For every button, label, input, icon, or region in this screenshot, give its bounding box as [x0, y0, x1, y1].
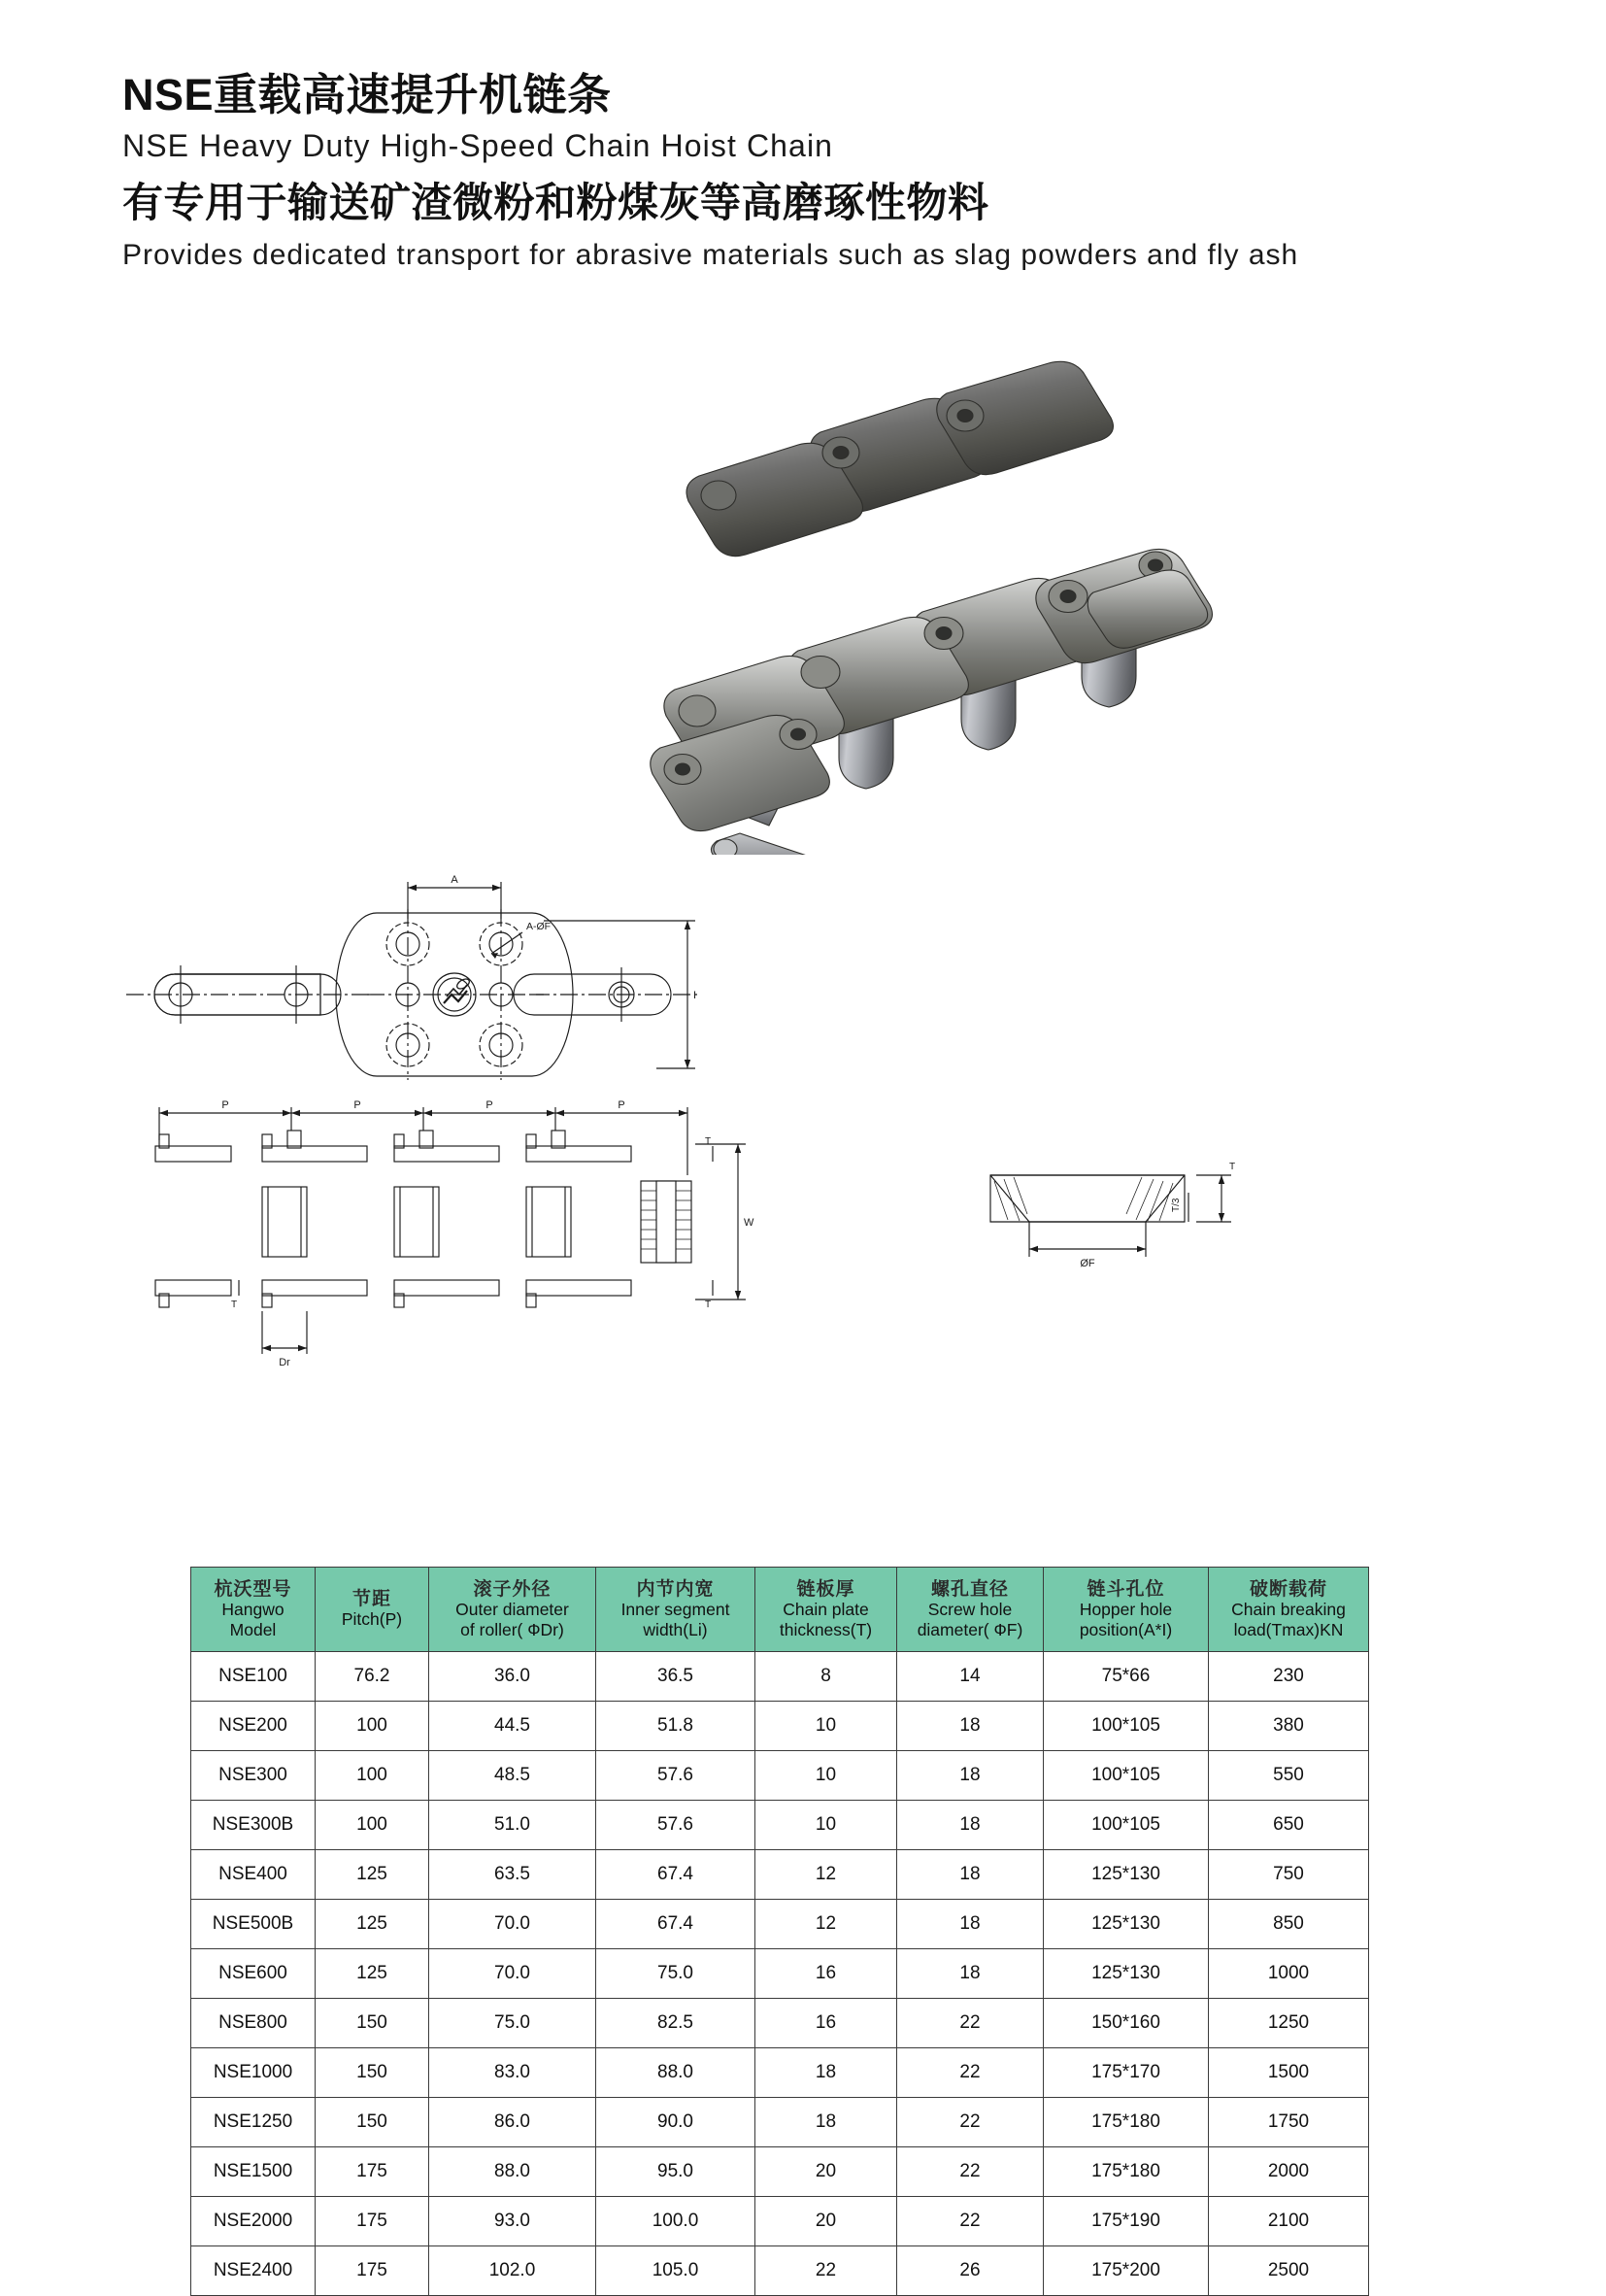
- cell-roller-diameter: 51.0: [429, 1801, 596, 1850]
- cell-screw-hole: 18: [897, 1801, 1044, 1850]
- dimension-T-detail: [1196, 1162, 1235, 1222]
- column-header-inner-width: [596, 1568, 755, 1652]
- cell-model: NSE2000: [191, 2197, 316, 2246]
- cell-model: NSE2400: [191, 2246, 316, 2296]
- column-header-cn: 螺孔直径: [930, 1579, 1009, 1601]
- svg-text:P: P: [618, 1099, 625, 1111]
- table-row: [191, 2098, 1369, 2147]
- column-header-en: Hopper hole position(A*I): [1079, 1600, 1173, 1639]
- table-row: [191, 1702, 1369, 1751]
- elevation-view: [155, 1099, 754, 1368]
- cell-roller-diameter: 102.0: [429, 2246, 596, 2296]
- cell-roller-diameter: 88.0: [429, 2147, 596, 2197]
- column-header-cn: 节距: [351, 1589, 391, 1610]
- cell-pitch: 125: [316, 1850, 429, 1900]
- product-photo: [379, 340, 1233, 855]
- cell-breaking-load: 1500: [1209, 2048, 1369, 2098]
- cell-roller-diameter: 83.0: [429, 2048, 596, 2098]
- cell-plate-thickness: 12: [755, 1900, 897, 1949]
- cell-model: NSE200: [191, 1702, 316, 1751]
- plan-view: [126, 874, 699, 1080]
- cell-plate-thickness: 12: [755, 1850, 897, 1900]
- column-header-plate-thickness: [755, 1568, 897, 1652]
- header-block: [122, 70, 1501, 276]
- cell-breaking-load: 550: [1209, 1751, 1369, 1801]
- column-header-cn: 滚子外径: [473, 1579, 552, 1601]
- cell-breaking-load: 2000: [1209, 2147, 1369, 2197]
- dimension-phiF: [1029, 1222, 1146, 1269]
- cell-pitch: 100: [316, 1801, 429, 1850]
- cell-model: NSE600: [191, 1949, 316, 1999]
- cell-pitch: 175: [316, 2246, 429, 2296]
- cell-hopper-hole: 175*200: [1044, 2246, 1209, 2296]
- cell-pitch: 100: [316, 1702, 429, 1751]
- column-header-hopper-hole: [1044, 1568, 1209, 1652]
- table-row: [191, 1949, 1369, 1999]
- engineering-drawings: [117, 874, 1495, 1515]
- cell-model: NSE500B: [191, 1900, 316, 1949]
- column-header-en: Inner segment width(Li): [620, 1600, 730, 1639]
- svg-text:W: W: [744, 1217, 754, 1229]
- svg-text:T: T: [705, 1136, 712, 1147]
- column-header-cn: 内节内宽: [636, 1579, 715, 1601]
- cell-inner-width: 95.0: [596, 2147, 755, 2197]
- table-row: [191, 1751, 1369, 1801]
- cell-roller-diameter: 36.0: [429, 1652, 596, 1702]
- specification-table-body: [191, 1652, 1369, 2296]
- cell-screw-hole: 18: [897, 1949, 1044, 1999]
- cell-hopper-hole: 125*130: [1044, 1949, 1209, 1999]
- cell-screw-hole: 18: [897, 1702, 1044, 1751]
- cell-model: NSE1000: [191, 2048, 316, 2098]
- cell-breaking-load: 230: [1209, 1652, 1369, 1702]
- column-header-cn: 链板厚: [796, 1579, 855, 1601]
- page-title-en: NSE Heavy Duty High-Speed Chain Hoist Chain: [122, 128, 834, 164]
- cell-pitch: 125: [316, 1949, 429, 1999]
- cell-inner-width: 105.0: [596, 2246, 755, 2296]
- svg-text:A: A: [451, 874, 458, 886]
- cell-hopper-hole: 125*130: [1044, 1900, 1209, 1949]
- cell-hopper-hole: 175*180: [1044, 2147, 1209, 2197]
- cell-hopper-hole: 100*105: [1044, 1751, 1209, 1801]
- cell-roller-diameter: 75.0: [429, 1999, 596, 2048]
- column-header-breaking-load: [1209, 1568, 1369, 1652]
- cell-plate-thickness: 20: [755, 2147, 897, 2197]
- specification-table-wrap: [190, 1567, 1368, 2296]
- cell-plate-thickness: 10: [755, 1801, 897, 1850]
- cell-breaking-load: 750: [1209, 1850, 1369, 1900]
- cell-breaking-load: 1750: [1209, 2098, 1369, 2147]
- table-row: [191, 2147, 1369, 2197]
- cell-screw-hole: 22: [897, 2147, 1044, 2197]
- svg-text:P: P: [353, 1099, 361, 1111]
- cell-plate-thickness: 20: [755, 2197, 897, 2246]
- column-header-screw-hole: [897, 1568, 1044, 1652]
- svg-text:ØF: ØF: [1080, 1258, 1095, 1269]
- cell-inner-width: 67.4: [596, 1900, 755, 1949]
- cell-roller-diameter: 86.0: [429, 2098, 596, 2147]
- table-row: [191, 2246, 1369, 2296]
- table-row: [191, 2048, 1369, 2098]
- svg-text:I: I: [693, 990, 697, 1001]
- cell-inner-width: 75.0: [596, 1949, 755, 1999]
- table-row: [191, 1900, 1369, 1949]
- column-header-model: [191, 1568, 316, 1652]
- cell-breaking-load: 1250: [1209, 1999, 1369, 2048]
- cell-pitch: 175: [316, 2147, 429, 2197]
- column-header-en: Hangwo Model: [221, 1600, 284, 1639]
- cell-inner-width: 51.8: [596, 1702, 755, 1751]
- table-header-row: [191, 1568, 1369, 1652]
- cell-breaking-load: 1000: [1209, 1949, 1369, 1999]
- column-header-cn: 破断载荷: [1249, 1579, 1327, 1601]
- cell-inner-width: 82.5: [596, 1999, 755, 2048]
- detail-section-view: [990, 1162, 1235, 1269]
- cell-roller-diameter: 44.5: [429, 1702, 596, 1751]
- svg-text:T/3: T/3: [1171, 1198, 1182, 1212]
- cell-inner-width: 100.0: [596, 2197, 755, 2246]
- cell-hopper-hole: 100*105: [1044, 1801, 1209, 1850]
- cell-plate-thickness: 8: [755, 1652, 897, 1702]
- cell-hopper-hole: 175*170: [1044, 2048, 1209, 2098]
- cell-screw-hole: 18: [897, 1751, 1044, 1801]
- cell-hopper-hole: 175*180: [1044, 2098, 1209, 2147]
- table-row: [191, 1999, 1369, 2048]
- table-row: [191, 1801, 1369, 1850]
- svg-text:T: T: [705, 1300, 712, 1310]
- cell-screw-hole: 22: [897, 2048, 1044, 2098]
- cell-screw-hole: 22: [897, 2197, 1044, 2246]
- cell-model: NSE100: [191, 1652, 316, 1702]
- svg-text:T: T: [1229, 1162, 1236, 1172]
- cell-model: NSE300B: [191, 1801, 316, 1850]
- cell-pitch: 125: [316, 1900, 429, 1949]
- svg-text:Dr: Dr: [279, 1357, 290, 1368]
- column-header-en: Outer diameter of roller( ФDr): [455, 1600, 569, 1639]
- column-header-en: Chain breaking load(Tmax)KN: [1231, 1600, 1346, 1639]
- cell-pitch: 150: [316, 2098, 429, 2147]
- cell-plate-thickness: 18: [755, 2048, 897, 2098]
- table-row: [191, 1652, 1369, 1702]
- cell-plate-thickness: 22: [755, 2246, 897, 2296]
- column-header-en: Chain plate thickness(T): [779, 1600, 873, 1639]
- cell-pitch: 76.2: [316, 1652, 429, 1702]
- svg-text:P: P: [485, 1099, 493, 1111]
- column-header-cn: 链斗孔位: [1087, 1579, 1165, 1601]
- svg-text:T: T: [231, 1300, 238, 1310]
- cell-hopper-hole: 150*160: [1044, 1999, 1209, 2048]
- cell-inner-width: 67.4: [596, 1850, 755, 1900]
- technical-drawing-svg: [117, 874, 1495, 1515]
- cell-hopper-hole: 75*66: [1044, 1652, 1209, 1702]
- column-header-pitch: [316, 1568, 429, 1652]
- cell-screw-hole: 22: [897, 1999, 1044, 2048]
- dimension-T-left: [231, 1280, 239, 1310]
- cell-screw-hole: 14: [897, 1652, 1044, 1702]
- cell-roller-diameter: 70.0: [429, 1949, 596, 1999]
- page-title-cn: NSE重载高速提升机链条: [122, 70, 612, 119]
- cell-model: NSE800: [191, 1999, 316, 2048]
- cell-hopper-hole: 100*105: [1044, 1702, 1209, 1751]
- cell-inner-width: 57.6: [596, 1801, 755, 1850]
- cell-hopper-hole: 125*130: [1044, 1850, 1209, 1900]
- dimension-T-top: [705, 1136, 713, 1162]
- cell-screw-hole: 26: [897, 2246, 1044, 2296]
- cell-inner-width: 90.0: [596, 2098, 755, 2147]
- cell-roller-diameter: 48.5: [429, 1751, 596, 1801]
- cell-inner-width: 88.0: [596, 2048, 755, 2098]
- cell-pitch: 175: [316, 2197, 429, 2246]
- cell-model: NSE300: [191, 1751, 316, 1801]
- column-header-en: Pitch(P): [341, 1609, 403, 1630]
- cell-plate-thickness: 10: [755, 1702, 897, 1751]
- cell-breaking-load: 2100: [1209, 2197, 1369, 2246]
- column-header-en: Screw hole diameter( ФF): [917, 1600, 1023, 1639]
- cell-model: NSE1250: [191, 2098, 316, 2147]
- page-description-en: Provides dedicated transport for abrasive materials such as slag powders and fly ash: [122, 239, 1299, 272]
- dimension-T-bottom: [705, 1280, 713, 1310]
- cell-screw-hole: 22: [897, 2098, 1044, 2147]
- cell-pitch: 150: [316, 2048, 429, 2098]
- cell-inner-width: 57.6: [596, 1751, 755, 1801]
- cell-screw-hole: 18: [897, 1900, 1044, 1949]
- column-header-roller-diameter: [429, 1568, 596, 1652]
- dimension-P-chain: [159, 1099, 687, 1175]
- cell-roller-diameter: 63.5: [429, 1850, 596, 1900]
- cell-pitch: 100: [316, 1751, 429, 1801]
- dimension-T-over-3: [1171, 1193, 1188, 1222]
- page-description-cn: 有专用于输送矿渣微粉和粉煤灰等高磨琢性物料: [122, 179, 989, 225]
- cell-breaking-load: 650: [1209, 1801, 1369, 1850]
- cell-breaking-load: 850: [1209, 1900, 1369, 1949]
- dimension-Dr: [262, 1311, 307, 1368]
- roller-chain-illustration: [379, 340, 1233, 855]
- table-row: [191, 1850, 1369, 1900]
- cell-roller-diameter: 70.0: [429, 1900, 596, 1949]
- specification-table: [190, 1567, 1369, 2296]
- column-header-cn: 杭沃型号: [214, 1579, 292, 1601]
- dimension-A: [408, 874, 501, 919]
- cell-roller-diameter: 93.0: [429, 2197, 596, 2246]
- cell-pitch: 150: [316, 1999, 429, 2048]
- cell-inner-width: 36.5: [596, 1652, 755, 1702]
- table-row: [191, 2197, 1369, 2246]
- cell-plate-thickness: 16: [755, 1949, 897, 1999]
- cell-plate-thickness: 10: [755, 1751, 897, 1801]
- cell-breaking-load: 2500: [1209, 2246, 1369, 2296]
- cell-plate-thickness: 18: [755, 2098, 897, 2147]
- cell-model: NSE400: [191, 1850, 316, 1900]
- cell-hopper-hole: 175*190: [1044, 2197, 1209, 2246]
- cell-plate-thickness: 16: [755, 1999, 897, 2048]
- svg-text:P: P: [221, 1099, 229, 1111]
- cell-model: NSE1500: [191, 2147, 316, 2197]
- dimension-W: [695, 1144, 754, 1300]
- cell-breaking-load: 380: [1209, 1702, 1369, 1751]
- cell-screw-hole: 18: [897, 1850, 1044, 1900]
- svg-text:A-ØF: A-ØF: [526, 921, 552, 932]
